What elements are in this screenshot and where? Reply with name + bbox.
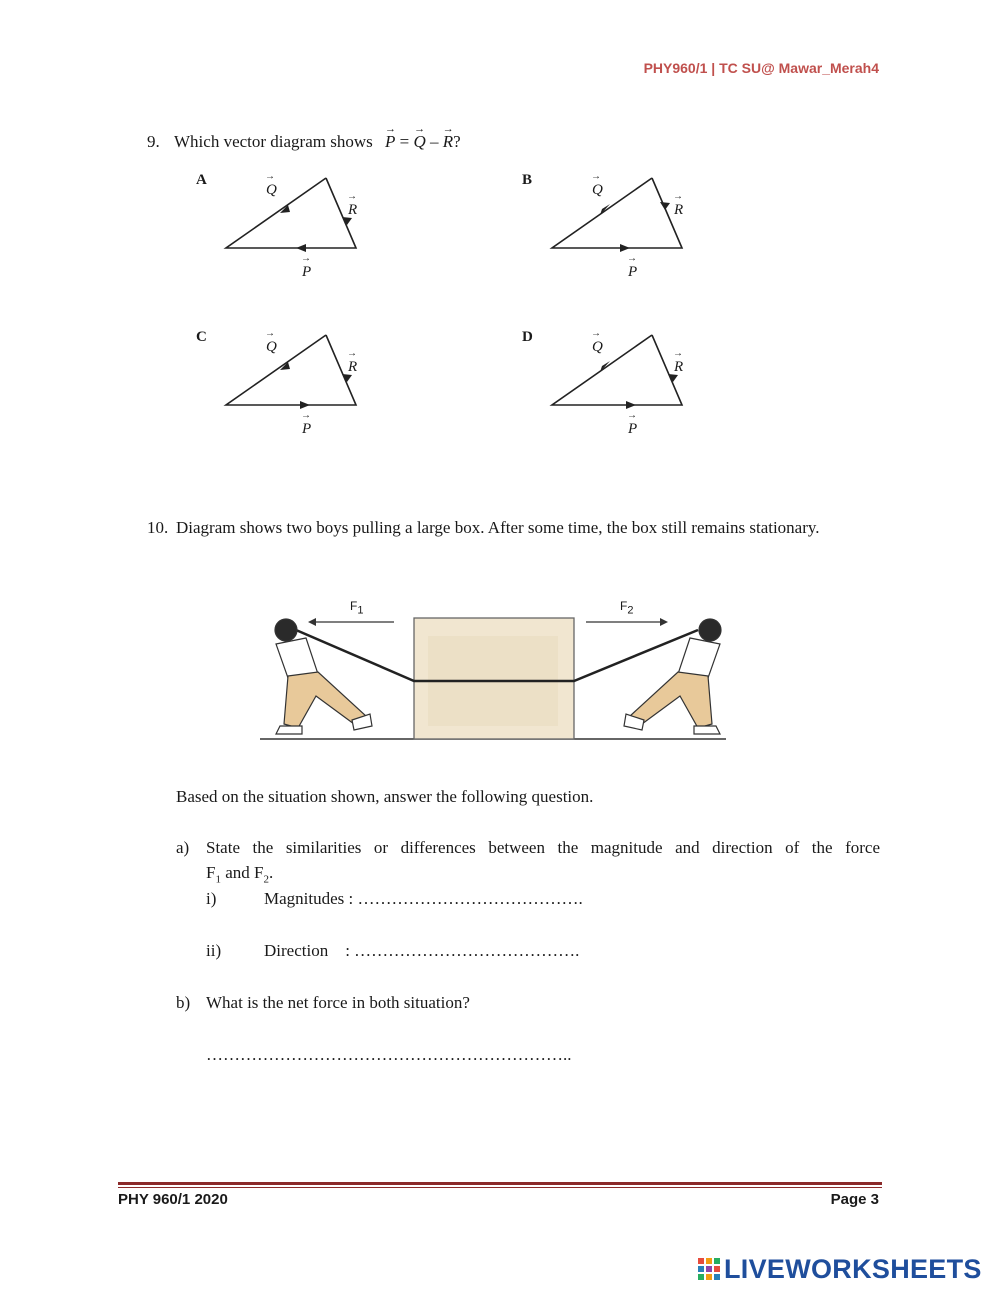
- footer-rule-thin: [118, 1187, 882, 1188]
- arrowhead-p: [620, 244, 630, 252]
- running-head: PHY960/1 | TC SU@ Mawar_Merah4: [643, 60, 879, 76]
- force-label-f2: $F_2$: [620, 599, 634, 617]
- label-r: → R: [674, 202, 683, 219]
- label-r: → R: [674, 359, 683, 376]
- label-p: → P: [628, 264, 637, 281]
- question-number: 10.: [147, 518, 169, 537]
- arrowhead-p: [296, 244, 306, 252]
- footer-rule: [118, 1182, 882, 1185]
- footer-left: PHY 960/1 2020: [118, 1191, 228, 1208]
- question-text: Which vector diagram shows: [174, 132, 373, 151]
- part-b-label: b): [176, 993, 191, 1012]
- direction-answer-line[interactable]: Direction : ………………………………….: [264, 941, 580, 960]
- label-r: → R: [348, 202, 357, 219]
- label-r: → R: [348, 359, 357, 376]
- label-q: → Q: [592, 182, 603, 199]
- label-q: → Q: [592, 339, 603, 356]
- vector-q: → Q: [413, 130, 425, 154]
- question-mark: ?: [453, 132, 461, 151]
- part-a-ii-label: ii): [206, 941, 222, 960]
- part-b-text: What is the net force in both situation?: [206, 993, 470, 1012]
- option-a[interactable]: [196, 170, 396, 290]
- arrow-f1: [308, 618, 316, 626]
- option-label: B: [522, 172, 533, 188]
- option-label: D: [522, 329, 533, 345]
- question-text: Diagram shows two boys pulling a large box. After some time, the box still remains stationary.: [176, 518, 820, 537]
- label-p: → P: [302, 264, 311, 281]
- label-p: → P: [628, 421, 637, 438]
- vector-triangle-diagram: [196, 170, 396, 290]
- liveworksheets-brand[interactable]: LIVEWORKSHEETS: [724, 1254, 982, 1284]
- vector-r: → R: [443, 130, 453, 154]
- boy-left: [275, 619, 372, 734]
- minus-sign: –: [430, 132, 439, 151]
- option-b[interactable]: [522, 170, 722, 290]
- boy-right: [624, 619, 721, 734]
- part-a-label: a): [176, 838, 190, 857]
- arrowhead-p: [626, 401, 636, 409]
- part-a-i-label: i): [206, 889, 217, 908]
- arrow-f2: [660, 618, 668, 626]
- label-q: → Q: [266, 339, 277, 356]
- net-force-answer-line[interactable]: ………………………………………………………..: [206, 1045, 572, 1064]
- option-d[interactable]: [522, 327, 722, 447]
- part-a-forces: $F_1$ and $F_2$.: [206, 863, 274, 886]
- vector-triangle-diagram: [522, 170, 722, 290]
- arrowhead-p: [300, 401, 310, 409]
- question-9: [147, 130, 461, 154]
- arrowhead-r: [660, 202, 670, 210]
- liveworksheets-logo-icon: [698, 1258, 720, 1280]
- force-label-f1: $F_1$: [350, 599, 364, 617]
- option-label: A: [196, 172, 207, 188]
- label-p: → P: [302, 421, 311, 438]
- label-q: → Q: [266, 182, 277, 199]
- question-number: 9.: [147, 132, 160, 151]
- option-label: C: [196, 329, 207, 345]
- lead-text: Based on the situation shown, answer the following question.: [176, 787, 594, 806]
- vector-triangle-diagram: [522, 327, 722, 447]
- vector-p: → P: [385, 130, 395, 154]
- page-number: Page 3: [830, 1191, 879, 1208]
- vector-triangle-diagram: [196, 327, 396, 447]
- vector-equation: [385, 132, 461, 151]
- part-a-text: State the similarities or differences between the magnitude and direction of the force: [206, 838, 880, 857]
- magnitudes-answer-line[interactable]: Magnitudes : ………………………………….: [264, 889, 583, 908]
- equals-sign: =: [399, 132, 410, 151]
- tug-illustration: [258, 596, 728, 746]
- tug-figure: [258, 596, 728, 746]
- option-c[interactable]: [196, 327, 396, 447]
